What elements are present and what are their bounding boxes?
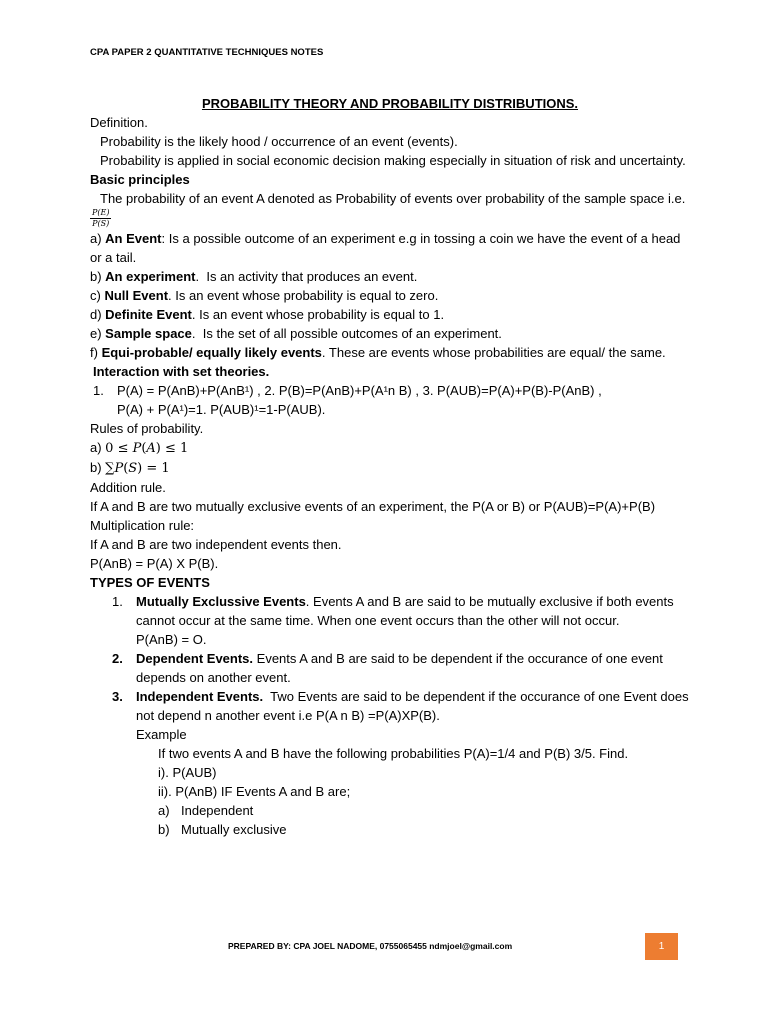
- item-separator: .: [191, 326, 203, 342]
- addition-heading: Addition rule.: [90, 480, 166, 496]
- running-header: CPA PAPER 2 QUANTITATIVE TECHNIQUES NOTES: [90, 47, 324, 58]
- addition-text: If A and B are two mutually exclusive events of an experiment, the P(A or B) or P(AUB)=P(A)+P(B): [90, 499, 656, 515]
- item-term: Definite Event: [105, 307, 192, 323]
- probability-fraction: [90, 208, 111, 229]
- item-text: These are events whose probabilities are equal/ the same.: [328, 345, 666, 361]
- rule-formula: 0 ≤ 𝑃(𝐴) ≤ 1: [105, 441, 189, 457]
- option-text: Mutually exclusive: [181, 822, 287, 838]
- type-number: 3.: [112, 689, 123, 705]
- item-text: Is an event whose probability is equal to zero.: [175, 288, 439, 304]
- type-term: Independent Events.: [136, 689, 264, 705]
- rule-prefix: b): [90, 460, 106, 476]
- definitions-list: [90, 229, 690, 362]
- item-term: Equi-probable/ equally likely events: [101, 345, 322, 361]
- definition-item: [90, 267, 690, 286]
- definition-item: [90, 343, 690, 362]
- item-text: Is an event whose probability is equal to 1.: [199, 307, 445, 323]
- rule-formula: ∑𝑃(𝑆) = 1: [105, 461, 170, 477]
- fraction-denominator: P(S): [92, 219, 110, 229]
- interaction-line-2: P(A) + P(A¹)=1. P(AUB)¹=1-P(AUB).: [117, 402, 326, 418]
- multiplication-text: If A and B are two independent events then.: [90, 537, 342, 553]
- item-text: Is the set of all possible outcomes of an experiment.: [202, 326, 502, 342]
- item-text: Is a possible outcome of an experiment e.g in tossing a coin we have the event of a head or a tail.: [90, 231, 681, 266]
- type-term: Mutually Exclussive Events: [136, 594, 306, 610]
- definition-text-1: Probability is the likely hood / occurrence of an event (events).: [100, 134, 458, 149]
- type-number: 2.: [112, 651, 123, 667]
- item-term: An experiment: [105, 269, 196, 285]
- item-separator: .: [168, 288, 176, 304]
- interaction-item: [90, 381, 690, 419]
- type-text: Two Events are said to be dependent if the occurance of one Event does not depend n another event i.e P(A n B) =P(A)XP(B).: [136, 689, 689, 724]
- rules-heading: Rules of probability.: [90, 421, 204, 437]
- page-number: 1: [658, 941, 665, 952]
- type-text: Events A and B are said to be dependent if the occurance of one event depends on another event.: [136, 651, 663, 686]
- rule-b: [90, 458, 690, 478]
- item-separator: :: [161, 231, 169, 247]
- fraction-numerator: P(E): [92, 208, 110, 218]
- interaction-line-1: P(A) = P(AnB)+P(AnB¹) , 2. P(B)=P(AnB)+P(A¹n B) , 3. P(AUB)=P(A)+P(B)-P(AnB) ,: [117, 383, 602, 399]
- item-separator: .: [195, 269, 207, 285]
- footer-prepared-by: PREPARED BY: CPA JOEL NADOME, 0755065455 ndmjoel@gmail.com: [228, 941, 513, 951]
- type-item: [90, 649, 690, 687]
- definition-item: [90, 229, 690, 267]
- document-body: [90, 94, 690, 839]
- example-part-ii: ii). P(AnB) IF Events A and B are;: [158, 784, 351, 800]
- multiplication-formula: P(AnB) = P(A) X P(B).: [90, 556, 219, 572]
- type-number: 1.: [112, 594, 123, 610]
- option-text: Independent: [181, 803, 254, 819]
- example-text: If two events A and B have the following probabilities P(A)=1/4 and P(B) 3/5. Find.: [158, 746, 629, 762]
- example-option: [90, 820, 690, 839]
- definition-item: [90, 305, 690, 324]
- type-text: Events A and B are said to be mutually exclusive if both events cannot occur at the same time. When one event occurs than the other will not occur.: [136, 594, 674, 629]
- item-prefix: b): [90, 269, 106, 285]
- item-prefix: e): [90, 326, 106, 342]
- option-label: b): [158, 822, 170, 838]
- item-prefix: f): [90, 345, 102, 361]
- type-formula: P(AnB) = O.: [136, 632, 207, 648]
- item-prefix: c): [90, 288, 105, 304]
- item-term: Sample space: [105, 326, 192, 342]
- definition-heading: Definition.: [90, 115, 148, 130]
- item-separator: .: [191, 307, 200, 323]
- types-heading: TYPES OF EVENTS: [90, 575, 210, 591]
- rule-a: [90, 438, 690, 458]
- interaction-heading: Interaction with set theories.: [93, 364, 270, 380]
- definition-item: [90, 286, 690, 305]
- example-option: [90, 801, 690, 820]
- type-item: [90, 687, 690, 725]
- type-item: [90, 592, 690, 649]
- document-title: PROBABILITY THEORY AND PROBABILITY DISTRIBUTIONS.: [201, 96, 579, 111]
- item-prefix: a): [90, 231, 106, 247]
- basic-principles-text: [90, 189, 690, 229]
- example-part-i: i). P(AUB): [158, 765, 217, 781]
- definition-item: [90, 324, 690, 343]
- item-prefix: d): [90, 307, 106, 323]
- multiplication-heading: Multiplication rule:: [90, 518, 195, 534]
- item-term: Null Event: [104, 288, 169, 304]
- item-separator: .: [321, 345, 329, 361]
- item-text: Is an activity that produces an event.: [206, 269, 418, 285]
- basic-principles-sentence: The probability of an event A denoted as Probability of events over probability of the sample space i.e.: [100, 191, 686, 206]
- item-term: An Event: [105, 231, 162, 247]
- type-separator: .: [305, 594, 314, 610]
- interaction-number: 1.: [93, 383, 104, 399]
- basic-principles-heading: Basic principles: [90, 172, 190, 187]
- page-number-badge: [645, 933, 678, 960]
- rule-prefix: a): [90, 440, 106, 456]
- type-term: Dependent Events.: [136, 651, 254, 667]
- definition-text-2: Probability is applied in social economic decision making especially in situation of risk and uncertainty.: [100, 153, 686, 168]
- example-heading: Example: [136, 727, 187, 743]
- option-label: a): [158, 803, 170, 819]
